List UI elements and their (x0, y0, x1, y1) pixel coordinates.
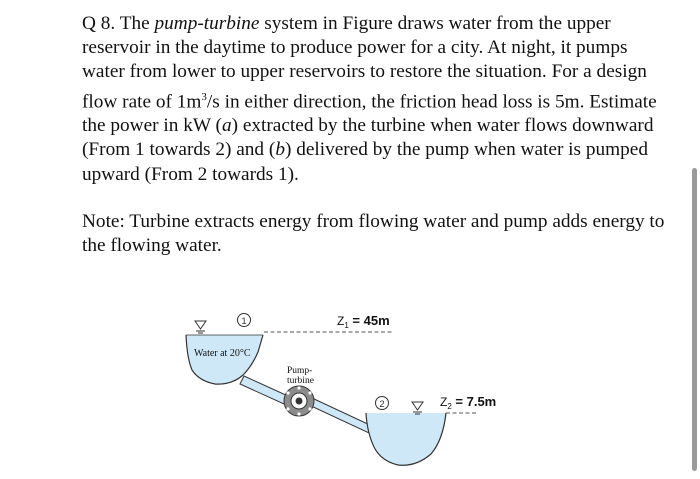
z1-elevation-label: Z1 = 45m (337, 313, 390, 330)
free-surface-symbol-upper (195, 321, 206, 333)
lower-pipe (309, 398, 372, 433)
point-1-label: 1 (241, 316, 247, 327)
upper-pipe (240, 376, 288, 404)
point-2-label: 2 (379, 399, 385, 410)
question-paragraph: Q 8. The pump-turbine system in Figure draws water from the upper reservoir in the daytime to produce power for a city. At night, it pumps water from lower to upper reservoirs to restore the situation. For a design flow rate of $1m^3/s$ in either direction, the friction head loss is 5m. Estimate the power in kW (a) extracted by the turbine when water flows downward (From 1 towards 2) and (b) delivered by the pump when water is pumped upward (From 2 towards 1). (82, 13, 657, 185)
scrollbar-thumb[interactable] (692, 168, 697, 471)
note-paragraph: Note: Turbine extracts energy from flowing water and pump adds energy to the flowing water. (82, 210, 665, 257)
water-temperature-label: Water at 20°C (194, 348, 251, 359)
pump-turbine-term: pump-turbine (154, 13, 260, 34)
point-2-marker (376, 397, 389, 411)
point-1-marker (238, 314, 251, 328)
machine-label-line2: turbine (287, 376, 314, 386)
machine-label-line1: Pump- (287, 366, 313, 376)
scrollbar[interactable] (686, 0, 700, 479)
free-surface-symbol-lower (412, 402, 423, 414)
z2-elevation-label: Z2 = 7.5m (440, 394, 497, 411)
part-a-label: a (221, 115, 232, 137)
lower-reservoir (366, 413, 446, 465)
part-b-label: b (275, 139, 285, 161)
question-number: Q 8. (82, 13, 116, 34)
unit-exponent: 3 (201, 90, 207, 103)
pump-turbine-machine (284, 386, 314, 416)
